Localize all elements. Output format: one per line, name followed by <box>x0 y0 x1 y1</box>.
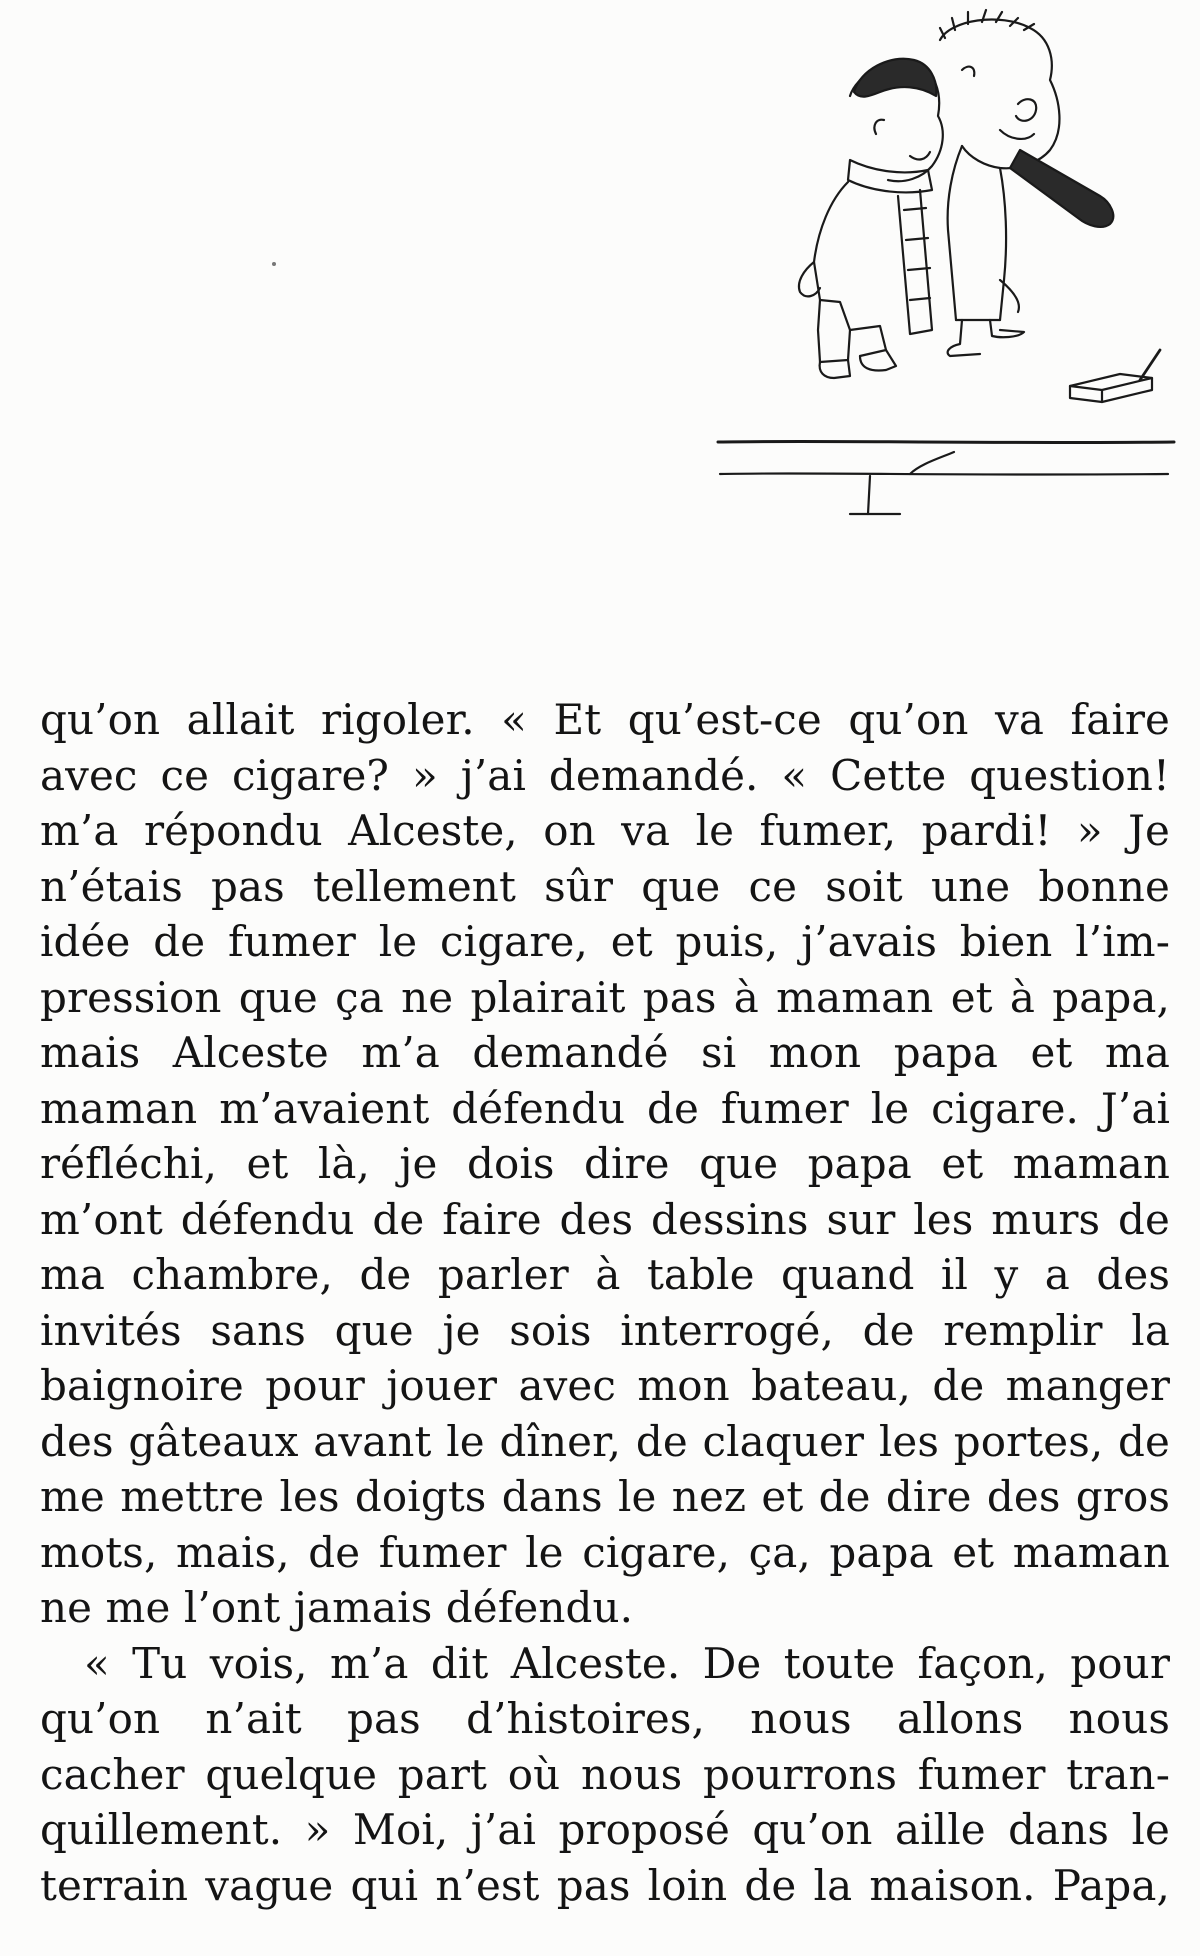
text-line: quillement. » Moi, j’ai proposé qu’on aille dans le <box>40 1805 1170 1854</box>
text-line: réfléchi, et là, je dois dire que papa et maman <box>40 1139 1170 1188</box>
text-line: ma chambre, de parler à table quand il y a des <box>40 1250 1170 1299</box>
text-line: cacher quelque part où nous pourrons fumer tran- <box>40 1749 1170 1799</box>
text-line: mais Alceste m’a demandé si mon papa et ma <box>40 1028 1170 1077</box>
text-line: m’a répondu Alceste, on va le fumer, pardi! » Je <box>40 806 1170 855</box>
text-line: « Tu vois, m’a dit Alceste. De toute façon, pour <box>84 1638 1170 1688</box>
text-line: invités sans que je sois interrogé, de remplir la <box>40 1305 1170 1355</box>
cigar-illustration-icon <box>700 0 1180 540</box>
text-line: qu’on allait rigoler. « Et qu’est-ce qu’on va faire <box>40 695 1170 744</box>
text-line: maman m’avaient défendu de fumer le cigare. J’ai <box>40 1083 1170 1133</box>
text-line: mots, mais, de fumer le cigare, ça, papa et maman <box>40 1527 1170 1577</box>
text-line: me mettre les doigts dans le nez et de dire des gros <box>40 1472 1170 1521</box>
text-line: n’étais pas tellement sûr que ce soit une bonne <box>40 861 1170 911</box>
text-line: des gâteaux avant le dîner, de claquer les portes, de <box>40 1416 1170 1466</box>
body-text <box>40 692 1170 1913</box>
text-line: terrain vague qui n’est pas loin de la maison. Papa, <box>40 1860 1170 1910</box>
text-line: qu’on n’ait pas d’histoires, nous allons nous <box>40 1694 1170 1743</box>
text-line: ne me l’ont jamais défendu. <box>40 1583 634 1632</box>
paragraph-1 <box>40 692 1170 1636</box>
paper-speck <box>272 262 276 266</box>
text-line: idée de fumer le cigare, et puis, j’avais bien l’im- <box>40 917 1170 966</box>
text-line: m’ont défendu de faire des dessins sur les murs de <box>40 1194 1170 1244</box>
paragraph-2 <box>40 1636 1170 1914</box>
text-line: avec ce cigare? » j’ai demandé. « Cette question! <box>40 750 1170 800</box>
text-line: baignoire pour jouer avec mon bateau, de manger <box>40 1361 1170 1410</box>
text-line: pression que ça ne plairait pas à maman et à papa, <box>40 972 1170 1022</box>
